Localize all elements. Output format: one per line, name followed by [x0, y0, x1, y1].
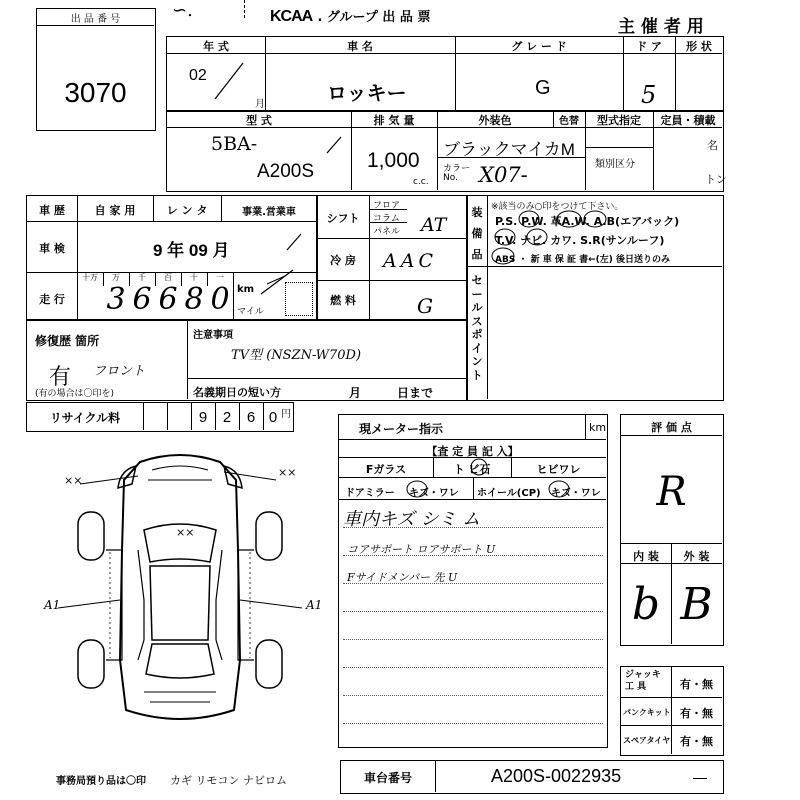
inspection-value: 9 年 09 月	[153, 241, 230, 260]
aircon-label: 冷 房	[330, 254, 356, 267]
tobi-label: ト ビ石	[453, 463, 491, 476]
recycle-digit: 9	[198, 409, 208, 426]
history-business[interactable]: 事業.営業車	[242, 207, 296, 218]
mechanical-block	[316, 195, 468, 321]
puncture-option[interactable]: 有・無	[680, 707, 713, 720]
appraiser-comment-1: 車内キズ シミ ム	[343, 509, 481, 530]
displacement-label: 排 気 量	[373, 114, 415, 127]
door-value: 5	[641, 81, 657, 109]
mileage-digit: 6	[158, 282, 178, 317]
type-value: A200S	[257, 161, 315, 182]
recycle-label: リサイクル料	[49, 411, 121, 425]
color-no-value: X07-	[479, 163, 528, 187]
deadline-day: 日まで	[397, 386, 434, 400]
mileage-digit-label-100: 百	[164, 273, 172, 282]
repair-detail: フロント	[93, 364, 146, 379]
interior-label: 内 装	[633, 550, 659, 563]
capacity-unit-tons: トン	[705, 173, 727, 186]
jack-label: ジャッキ 工 具	[625, 670, 661, 692]
year-slash	[209, 61, 249, 101]
aircon-value: AAC	[383, 250, 437, 272]
exterior-color-label: 外装色	[478, 114, 512, 127]
damage-mark-front-right: ××	[278, 466, 297, 479]
score-label: 評 価 点	[651, 421, 692, 434]
appraiser-circle-marks	[339, 457, 606, 501]
recycle-block	[26, 402, 294, 432]
notes-label: 注意事項	[193, 330, 233, 341]
spare-option[interactable]: 有・無	[680, 735, 713, 748]
mileage-unit-km: km	[237, 284, 255, 295]
damage-mark-right: A1	[306, 598, 323, 612]
displacement-unit: c.c.	[413, 177, 429, 187]
history-rental[interactable]: レ ン タ	[166, 204, 208, 217]
vehicle-row-1	[166, 36, 724, 112]
year-label: 年 式	[203, 40, 229, 53]
door-label: ド ア	[636, 40, 662, 53]
exterior-label: 外 装	[683, 550, 710, 563]
sales-point-label: セ ー ル ス ポ イ ン ト	[471, 274, 483, 382]
inspection-tick-mark	[283, 232, 303, 252]
month-unit: 月	[255, 99, 265, 110]
damage-mark-front-left: ××	[64, 474, 83, 487]
chassis-number-box	[340, 760, 724, 794]
puncture-label: パンクキット	[623, 708, 671, 717]
chassis-label: 車台番号	[363, 771, 412, 785]
score-value: R	[656, 469, 687, 515]
mileage-digit-label-100k: 十万	[82, 273, 98, 282]
mileage-digit: 6	[132, 282, 152, 317]
equipment-line-1: P.S. P.W. 革A.W. A.B(エアバック)	[495, 215, 680, 228]
recycle-digit: 0	[268, 409, 278, 426]
chassis-value: A200S-0022935	[491, 766, 622, 786]
repair-note: (有の場合は〇印を)	[35, 389, 115, 399]
history-block	[26, 195, 318, 321]
notes-value: TV型 (NSZN-W70D)	[231, 348, 362, 363]
lot-number: 3070	[64, 77, 127, 108]
grade-label: グ レ ー ド	[511, 40, 567, 53]
model-label: 車 名	[347, 40, 373, 53]
deadline-month: 月	[349, 386, 362, 400]
mileage-digit: 8	[184, 282, 204, 317]
damage-mark-left: A1	[44, 598, 61, 612]
damage-mark-hood: ××	[176, 526, 195, 539]
form-title-text: . グループ 出 品 票	[317, 10, 431, 25]
mileage-unit-mile: マイル	[237, 307, 264, 317]
mileage-digit-label-10k: 万	[112, 273, 120, 282]
spare-label: スペアタイヤ	[623, 736, 671, 745]
recycle-unit: 円	[281, 409, 291, 420]
type-value-prefix: 5BA-	[211, 133, 258, 155]
capacity-unit-persons: 名	[707, 139, 718, 152]
fuel-value: G	[417, 294, 433, 318]
top-dashed-mark	[244, 0, 245, 18]
office-items: カギ リモコン ナビロム	[170, 774, 287, 787]
interior-value: b	[631, 579, 661, 630]
mileage-digit-label-1k: 千	[138, 273, 146, 282]
jack-option[interactable]: 有・無	[680, 678, 713, 691]
fuel-label: 燃 料	[330, 294, 356, 307]
color-no-prefix: カラー No.	[443, 164, 471, 183]
equipment-note: ※該当のみ○印をつけて下さい。	[491, 202, 624, 212]
appraiser-comment-3: Fサイドメンバー 先 U	[347, 571, 458, 584]
capacity-label: 定員・積載	[660, 114, 716, 127]
score-block	[620, 414, 724, 646]
chassis-dash	[693, 778, 707, 779]
shape-label: 形 状	[686, 40, 712, 53]
meter-label: 現メーター指示	[359, 422, 444, 436]
corner-mark: ∽.	[172, 0, 193, 21]
type-tick-mark	[323, 135, 343, 155]
vehicle-row-2	[166, 110, 727, 192]
history-label: 車 歴	[39, 204, 65, 217]
exterior-color-value: ブラックマイカM	[443, 140, 575, 159]
inspection-label: 車 検	[39, 242, 65, 255]
office-note: 事務局預り品は〇印	[56, 776, 146, 787]
equipment-line-3: ABS ・ 新 車 保 証 書←(左) 後日送りのみ	[495, 255, 671, 265]
organizer-label: 主 催 者 用	[618, 17, 704, 37]
exterior-value: B	[680, 579, 713, 630]
door-mirror-label: ドアミラー	[345, 488, 395, 499]
year-value: 02	[189, 67, 207, 84]
repair-value: 有	[49, 365, 72, 390]
mileage-digit: 3	[106, 282, 126, 317]
form-title	[270, 6, 430, 26]
mileage-label: 走 行	[39, 293, 65, 306]
door-mirror-option: キズ・ワレ	[409, 488, 459, 499]
recycle-digit: 2	[222, 409, 232, 426]
appraiser-title: 【査 定 員 記 入】	[426, 445, 519, 458]
grade-value: G	[535, 77, 551, 99]
meter-unit: km	[589, 421, 607, 434]
repair-notes-block	[26, 319, 468, 401]
model-value: ロッキー	[327, 83, 407, 105]
shift-label: シフト	[326, 212, 360, 225]
class-label: 類別区分	[595, 159, 635, 170]
repair-label: 修復歴 箇所	[35, 334, 100, 348]
mileage-digit: 0	[210, 282, 230, 317]
kcaa-logo: KCAA	[270, 8, 313, 25]
mileage-digit-label-10: 十	[190, 273, 198, 282]
color-change-label: 色替	[559, 116, 579, 127]
equipment-block	[466, 195, 724, 401]
tools-block	[620, 666, 724, 756]
appraiser-block	[338, 414, 608, 748]
equipment-label: 装 備 品	[471, 206, 483, 261]
shift-panel[interactable]: パネル	[373, 227, 401, 237]
spec-label: 型式指定	[597, 114, 641, 127]
equipment-circle-marks	[487, 208, 722, 266]
equipment-line-2: T.V. ナビ. カワ. S.R(サンルーフ)	[495, 234, 665, 247]
shift-value: AT	[421, 214, 447, 236]
mileage-unit-box	[285, 282, 313, 316]
shift-floor[interactable]: フロア	[373, 201, 401, 211]
deadline-label: 名義期日の短い方	[193, 386, 281, 399]
wheel-label: ホイール(CP)	[477, 488, 541, 499]
wheel-option: キズ・ワレ	[551, 488, 601, 499]
displacement-value: 1,000	[367, 149, 420, 172]
fglass-label: Fガラス	[365, 463, 407, 476]
mileage-digit-label-1: 一	[216, 273, 224, 282]
lot-number-label: 出 品 番 号	[70, 14, 121, 25]
type-label: 型 式	[246, 114, 272, 127]
shift-column[interactable]: コラム	[373, 214, 400, 224]
lot-number-box	[36, 8, 156, 131]
hibi-label: ヒビワレ	[536, 463, 581, 476]
appraiser-comment-2: コアサポート ロアサポート U	[347, 543, 496, 556]
history-private[interactable]: 自 家 用	[94, 204, 136, 217]
recycle-digit: 6	[246, 409, 256, 426]
